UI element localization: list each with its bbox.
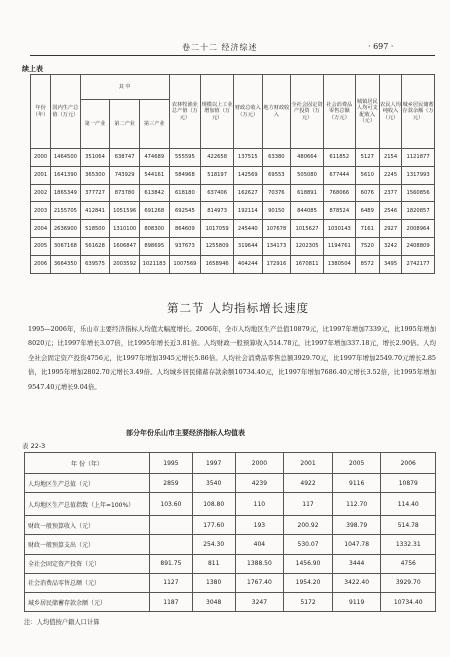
table2-body xyxy=(25,474,436,612)
table-cell: 7161 xyxy=(355,220,379,238)
col-year-1997: 1997 xyxy=(192,453,235,474)
table-cell: 63380 xyxy=(262,149,291,167)
table-cell: 530.07 xyxy=(284,535,333,554)
year-cell: 2002 xyxy=(31,184,51,202)
table-cell: 1380 xyxy=(192,573,235,592)
table-cell: 377727 xyxy=(80,184,110,202)
table-row xyxy=(25,573,436,592)
table-cell: 398.79 xyxy=(332,516,381,535)
table-cell: 808300 xyxy=(139,220,169,238)
table-cell: 254.30 xyxy=(192,535,235,554)
table-cell: 142569 xyxy=(234,166,263,184)
year-cell: 2000 xyxy=(31,149,51,167)
table-cell: 1865349 xyxy=(51,184,81,202)
table-cell: 2636900 xyxy=(51,220,81,238)
table-cell: 351064 xyxy=(80,149,110,167)
table-cell: 412841 xyxy=(80,202,110,220)
table-cell: 1317993 xyxy=(402,166,435,184)
row-label: 社会消费品零售总额（元） xyxy=(25,573,150,592)
table-cell: 110 xyxy=(235,493,284,516)
table-cell: 1767.40 xyxy=(235,573,284,592)
table-row xyxy=(31,166,435,184)
table-cell: 561628 xyxy=(80,237,110,255)
table-row xyxy=(31,220,435,238)
table-cell: 2408809 xyxy=(402,237,435,255)
table-cell: 4239 xyxy=(235,474,284,493)
table-cell: 480664 xyxy=(291,149,324,167)
row-label: 财政一般预算支出（元） xyxy=(25,535,150,554)
table-cell: 3540 xyxy=(192,474,235,493)
section-title: 第二节 人均指标增长速度 xyxy=(167,301,310,315)
table-cell: 2927 xyxy=(379,220,401,238)
row-label: 人均地区生产总值（元） xyxy=(25,474,150,493)
table-cell: 891.75 xyxy=(150,554,193,573)
col-secondary: 第二产业 xyxy=(110,100,140,149)
table-cell: 404244 xyxy=(234,255,263,273)
table-cell: 1380504 xyxy=(323,255,355,273)
table-cell: 9116 xyxy=(332,474,381,493)
year-cell: 2004 xyxy=(31,220,51,238)
table-cell: 474689 xyxy=(139,149,169,167)
table-cell: 1641390 xyxy=(51,166,81,184)
table-cell: 4756 xyxy=(381,554,436,573)
table-cell: 1127 xyxy=(150,573,193,592)
table-cell: 743929 xyxy=(110,166,140,184)
table-cell: 422658 xyxy=(201,149,234,167)
table-cell: 691268 xyxy=(139,202,169,220)
table-cell: 1194761 xyxy=(323,237,355,255)
table-row xyxy=(25,554,436,573)
table-cell: 811 xyxy=(192,554,235,573)
table-cell: 1007569 xyxy=(169,255,201,273)
table-cell: 3422.40 xyxy=(332,573,381,592)
table-cell: 2859 xyxy=(150,474,193,493)
economic-indicators-table xyxy=(30,74,435,274)
table-cell: 5127 xyxy=(355,149,379,167)
table-row xyxy=(31,202,435,220)
col-tertiary: 第三产业 xyxy=(139,100,169,149)
table-row xyxy=(31,255,435,273)
table-cell: 1255809 xyxy=(201,237,234,255)
table-cell: 1030143 xyxy=(323,220,355,238)
col-farmer-income: 农民人均纯收入（元） xyxy=(379,75,401,149)
table-cell: 2742177 xyxy=(402,255,435,273)
year-cell: 2003 xyxy=(31,202,51,220)
table-cell: 864609 xyxy=(169,220,201,238)
table-cell: 10879 xyxy=(381,474,436,493)
table-cell: 9119 xyxy=(332,592,381,611)
table-row xyxy=(25,474,436,493)
table-cell: 1187 xyxy=(150,592,193,611)
table-cell: 1015627 xyxy=(291,220,324,238)
row-label: 财政一般预算收入（元） xyxy=(25,516,150,535)
table-row xyxy=(25,592,436,611)
table-cell: 555595 xyxy=(169,149,201,167)
continued-label: 续上表 xyxy=(22,64,43,73)
table-row xyxy=(25,535,436,554)
table-cell: 70376 xyxy=(262,184,291,202)
table-cell: 637406 xyxy=(201,184,234,202)
table-cell: 69553 xyxy=(262,166,291,184)
table-cell: 1820857 xyxy=(402,202,435,220)
body-paragraph: 1995—2006年，乐山市主要经济指标人均值大幅度增长。2006年，全市人均地区生产总值10879元，比1997年增加7339元，比1995年增加8020元；比1997年增长3.07倍，比1995年增长近3.81倍。人均财政一般预算收入514.78元，比1997年增加337.18元，增长2.90倍。人均全社会固定资产投资4756元，比1997年增加3945元增长5.86倍。人均社会消费品零售总额3929.70元，比1997年增加2549.70元增长2.85倍，比1995年增加2802.70元增长3.49倍。人均城乡居民储蓄存款余额10734.40元，比1997年增加7686.40元增长3.52倍，比1995年增加9547.40元增长9.04倍。 xyxy=(28,325,436,391)
col-year: 年份（年） xyxy=(31,75,51,149)
table-cell: 518500 xyxy=(80,220,110,238)
table-cell xyxy=(150,516,193,535)
table-cell: 6076 xyxy=(355,184,379,202)
page-header xyxy=(0,0,450,56)
table-cell: 3929.70 xyxy=(381,573,436,592)
table-cell: 518197 xyxy=(201,166,234,184)
table-cell: 639575 xyxy=(80,255,110,273)
table-cell: 1017059 xyxy=(201,220,234,238)
page-number: · 697 · xyxy=(368,42,394,51)
col-year-2005: 2005 xyxy=(332,453,381,474)
table-cell: 3242 xyxy=(379,237,401,255)
table-cell: 5610 xyxy=(355,166,379,184)
row-label: 城乡居民储蓄存款余额（元） xyxy=(25,592,150,611)
table2-number: 表 22-3 xyxy=(22,442,46,450)
col-group-of-which: 其 中 xyxy=(80,75,169,100)
col-primary: 第一产业 xyxy=(80,100,110,149)
table-cell: 3048 xyxy=(192,592,235,611)
table-cell: 112.70 xyxy=(332,493,381,516)
table-cell xyxy=(150,535,193,554)
table-cell: 1051596 xyxy=(110,202,140,220)
table-cell: 192114 xyxy=(234,202,263,220)
table-cell: 768066 xyxy=(323,184,355,202)
table-cell: 638747 xyxy=(110,149,140,167)
table-note: 注：人均值按户籍人口计算 xyxy=(24,619,100,626)
table-cell: 1121877 xyxy=(402,149,435,167)
table-cell: 1202305 xyxy=(291,237,324,255)
row-label: 全社会固定资产投资（元） xyxy=(25,554,150,573)
col-local-revenue: 地方财政收入 xyxy=(262,75,291,149)
table-cell: 618180 xyxy=(169,184,201,202)
table-row xyxy=(31,237,435,255)
table-cell: 677444 xyxy=(323,166,355,184)
table-cell: 3664350 xyxy=(51,255,81,273)
header-rule xyxy=(30,55,435,56)
col-year-2000: 2000 xyxy=(235,453,284,474)
table-cell: 8572 xyxy=(355,255,379,273)
table-cell: 177.60 xyxy=(192,516,235,535)
col-year-2006: 2006 xyxy=(381,453,436,474)
table-cell: 1332.31 xyxy=(381,535,436,554)
table-cell: 3067168 xyxy=(51,237,81,255)
table-cell: 103.60 xyxy=(150,493,193,516)
table-cell: 844085 xyxy=(291,202,324,220)
col-retail: 社会消费品零售总额（万元） xyxy=(323,75,355,149)
table-cell: 878524 xyxy=(323,202,355,220)
table-cell: 3247 xyxy=(235,592,284,611)
table-row xyxy=(31,149,435,167)
table-cell: 1310100 xyxy=(110,220,140,238)
table-cell: 7520 xyxy=(355,237,379,255)
table-cell: 505080 xyxy=(291,166,324,184)
table-cell: 1658946 xyxy=(201,255,234,273)
table-cell: 1021183 xyxy=(139,255,169,273)
table2-caption: 部分年份乐山市主要经济指标人均值表 xyxy=(126,428,245,437)
table-cell: 1560856 xyxy=(402,184,435,202)
table-cell: 873780 xyxy=(110,184,140,202)
table-cell: 3495 xyxy=(379,255,401,273)
table1-body xyxy=(31,149,435,274)
table-cell: 2155705 xyxy=(51,202,81,220)
table-cell: 937673 xyxy=(169,237,201,255)
table-cell: 2546 xyxy=(379,202,401,220)
table-cell: 108.80 xyxy=(192,493,235,516)
table-cell: 618891 xyxy=(291,184,324,202)
year-cell: 2001 xyxy=(31,166,51,184)
table-cell: 1464500 xyxy=(51,149,81,167)
table-cell: 172916 xyxy=(262,255,291,273)
table-cell: 2377 xyxy=(379,184,401,202)
table-cell: 611852 xyxy=(323,149,355,167)
row-label: 人均地区生产总值指数（上年=100%） xyxy=(25,493,150,516)
table-cell: 5172 xyxy=(284,592,333,611)
table-cell: 3444 xyxy=(332,554,381,573)
table-row xyxy=(25,516,436,535)
col-deposits: 城乡居民储蓄存款余额（万元） xyxy=(402,75,435,149)
col-year-2001: 2001 xyxy=(284,453,333,474)
table-cell: 193 xyxy=(235,516,284,535)
table-cell: 137515 xyxy=(234,149,263,167)
table-cell: 544161 xyxy=(139,166,169,184)
table-cell: 1954.20 xyxy=(284,573,333,592)
col-agri: 农林牧渔业总产值（万元） xyxy=(169,75,201,149)
table-cell: 1388.50 xyxy=(235,554,284,573)
table-cell: 90150 xyxy=(262,202,291,220)
col-urban-income: 城镇居民人均可支配收入（元） xyxy=(355,75,379,149)
table-cell: 134173 xyxy=(262,237,291,255)
table-cell: 365300 xyxy=(80,166,110,184)
table-cell: 10734.40 xyxy=(381,592,436,611)
col-gdp: 国内生产总值（万元） xyxy=(51,75,81,149)
table-cell: 514.78 xyxy=(381,516,436,535)
table-cell: 1670811 xyxy=(291,255,324,273)
col-year-label: 年 份（年） xyxy=(25,453,150,474)
table-cell: 898695 xyxy=(139,237,169,255)
table-cell: 6489 xyxy=(355,202,379,220)
col-investment: 全社会固定资产投资（万元） xyxy=(291,75,324,149)
running-title: 卷二十二 经济综述 xyxy=(182,43,258,52)
table-cell: 162627 xyxy=(234,184,263,202)
table-row xyxy=(25,493,436,516)
table-cell: 2003592 xyxy=(110,255,140,273)
col-year-1995: 1995 xyxy=(150,453,193,474)
table-cell: 1456.90 xyxy=(284,554,333,573)
col-industry: 规模以上工业增加值（万元） xyxy=(201,75,234,149)
table-cell: 584968 xyxy=(169,166,201,184)
table-row xyxy=(31,184,435,202)
table-cell: 692545 xyxy=(169,202,201,220)
table-cell: 245440 xyxy=(234,220,263,238)
year-cell: 2006 xyxy=(31,255,51,273)
table-cell: 1047.78 xyxy=(332,535,381,554)
table-cell: 2008964 xyxy=(402,220,435,238)
table-cell: 200.92 xyxy=(284,516,333,535)
table-cell: 117 xyxy=(284,493,333,516)
table-cell: 613842 xyxy=(139,184,169,202)
table-cell: 114.40 xyxy=(381,493,436,516)
table-cell: 2245 xyxy=(379,166,401,184)
table-cell: 107678 xyxy=(262,220,291,238)
table-cell: 404 xyxy=(235,535,284,554)
table-cell: 2154 xyxy=(379,149,401,167)
per-capita-indicators-table xyxy=(24,452,436,612)
col-revenue: 财政总收入（万元） xyxy=(234,75,263,149)
table-cell: 319644 xyxy=(234,237,263,255)
year-cell: 2005 xyxy=(31,237,51,255)
table-cell: 4922 xyxy=(284,474,333,493)
table-cell: 814973 xyxy=(201,202,234,220)
table-cell: 1606847 xyxy=(110,237,140,255)
